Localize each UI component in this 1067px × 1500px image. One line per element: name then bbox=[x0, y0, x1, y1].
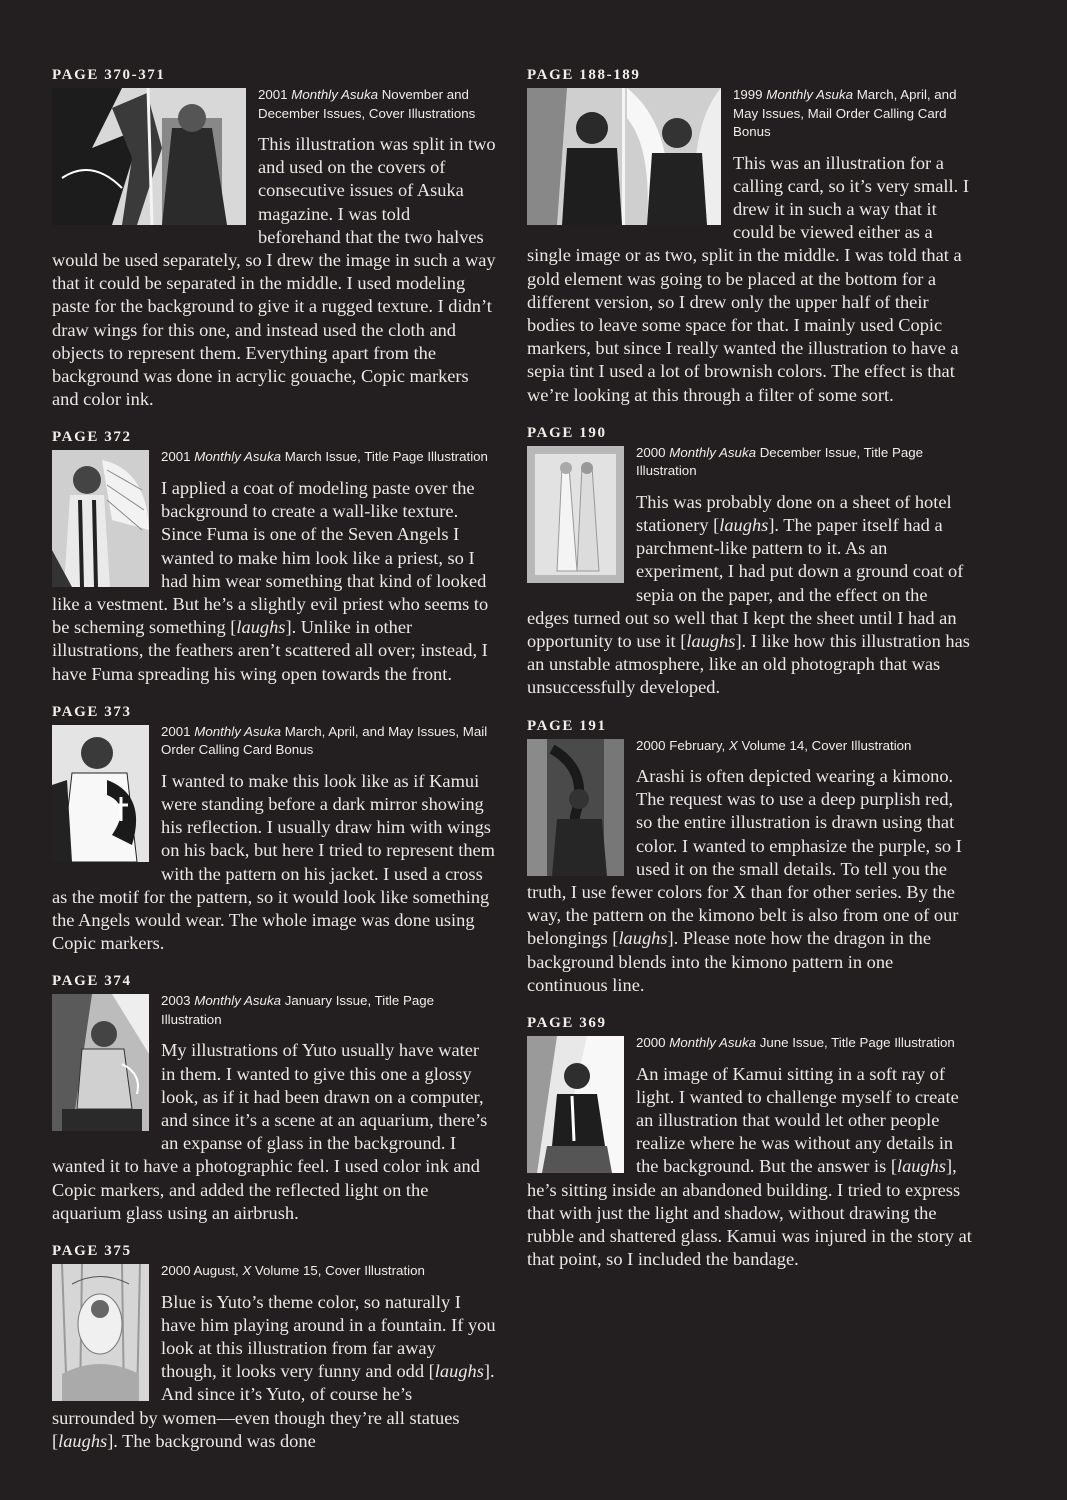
illustration-thumbnail bbox=[52, 725, 149, 862]
page-label: PAGE 369 bbox=[527, 1015, 607, 1032]
illustration-thumbnail bbox=[527, 446, 624, 583]
entry-page-191 bbox=[527, 715, 973, 998]
entry-page-372 bbox=[52, 426, 496, 685]
illustration-thumbnail bbox=[52, 1264, 149, 1401]
illustration-caption: 2003 Monthly Asuka January Issue, Title Page Illustration bbox=[161, 993, 434, 1027]
entry-description: I wanted to make this look like as if Kamui were standing before a dark mirror showing his reflection. I usually draw him with wings on his back, but here I tried to represent them with the pattern on his jacket. I used a cross as the motif for the pattern, so it would look like something the Angels would wear. The whole image was done using Copic markers. bbox=[52, 770, 495, 954]
page-label: PAGE 191 bbox=[527, 717, 607, 734]
entry-description: An image of Kamui sitting in a soft ray of light. I wanted to challenge myself to create an illustration that would let other people realize where he was without any details in the background. But the answer is [laughs], he’s sitting inside an abandoned building. I tried to express that with just the light and shadow, without drawing the rubble and shattered glass. Kamui was injured in the story at that point, so I included the bandage. bbox=[527, 1063, 972, 1270]
illustration-caption: 2000 August, X Volume 15, Cover Illustration bbox=[161, 1263, 425, 1279]
illustration-caption: 2001 Monthly Asuka March, April, and May Issues, Mail Order Calling Card Bonus bbox=[161, 723, 488, 758]
entry-description: My illustrations of Yuto usually have water in them. I wanted to give this one a glossy look, as if it had been drawn on a computer, and since it’s a scene at an aquarium, there’s an expanse of glass in the background. I wanted it to have a photographic feel. I used color ink and Copic markers, and added the reflected light on the aquarium glass using an airbrush. bbox=[52, 1040, 488, 1223]
illustration-caption: 2000 February, X Volume 14, Cover Illustration bbox=[636, 737, 912, 753]
illustration-caption: 2000 Monthly Asuka December Issue, Title Page Illustration bbox=[636, 444, 924, 479]
entry-description: This was probably done on a sheet of hotel stationery [laughs]. The paper itself had a parchment-like pattern to it. As an experiment, I had put down a ground coat of sepia on the paper, and the effect on the edges turned out so well that I kept the sheet until I had an opportunity to use it [laughs]. I like how this illustration has an unstable atmosphere, like an old photograph that was unsuccessfully developed. bbox=[527, 491, 970, 698]
illustration-thumbnail bbox=[527, 739, 624, 876]
page-label: PAGE 373 bbox=[52, 703, 132, 720]
page-label: PAGE 188-189 bbox=[527, 67, 641, 83]
right-column bbox=[527, 64, 973, 1271]
page-label: PAGE 372 bbox=[52, 429, 132, 446]
page-label: PAGE 374 bbox=[52, 973, 132, 990]
page-label: PAGE 375 bbox=[52, 1243, 132, 1260]
entry-page-369 bbox=[527, 1012, 973, 1271]
illustration-thumbnail bbox=[527, 1036, 624, 1173]
entry-description: This was an illustration for a calling card, so it’s very small. I drew it in such a way that it could be viewed either as a single image or as two, split in the middle. I was told that a gold element was going to be placed at the bottom for a different version, so I drew only the upper half of their bodies to leave some space for that. I mainly used Copic markers, but since I really wanted the illustration to have a sepia tint I used a lot of brownish colors. The effect is that we’re looking at this through a filter of some sort. bbox=[527, 152, 969, 405]
entry-page-374 bbox=[52, 970, 496, 1225]
entry-page-375 bbox=[52, 1240, 496, 1453]
illustration-thumbnail bbox=[52, 450, 149, 587]
illustration-caption: 1999 Monthly Asuka March, April, and May Issues, Mail Order Calling Card Bonus bbox=[733, 87, 957, 139]
page-label: PAGE 370-371 bbox=[52, 67, 166, 83]
illustration-caption: 2001 Monthly Asuka March Issue, Title Page Illustration bbox=[161, 449, 488, 465]
entry-description: I applied a coat of modeling paste over the background to create a wall-like texture. Since Fuma is one of the Seven Angels I wanted to make him look like a priest, so I had him wear something that kind of looked like a vestment. But he’s a slightly evil priest who seems to be scheming something [laughs]. Unlike in other illustrations, the feathers aren’t scattered all over; instead, I have Fuma spreading his wing open towards the front. bbox=[52, 477, 489, 684]
entry-page-188-189 bbox=[527, 64, 973, 407]
illustration-thumbnail bbox=[52, 88, 246, 225]
left-column bbox=[52, 64, 496, 1453]
entry-page-190 bbox=[527, 422, 973, 700]
entry-description: This illustration was split in two and used on the covers of consecutive issues of Asuka magazine. I was told beforehand that the two halves would be used separately, so I drew the image in such a way that it could be separated in the middle. I used modeling paste for the background to give it a rugged texture. I didn’t draw wings for this one, and instead used the cloth and objects to represent them. Everything apart from the background was done in acrylic gouache, Copic markers and color ink. bbox=[52, 134, 496, 410]
illustration-caption: 2001 Monthly Asuka November and December Issues, Cover Illustrations bbox=[258, 87, 476, 121]
entry-description: Blue is Yuto’s theme color, so naturally I have him playing around in a fountain. If you look at this illustration from far away though, it looks very funny and odd [laughs]. And since it’s Yuto, of course he’s surrounded by women—even though they’re all statues [laughs]. The background was done bbox=[52, 1291, 496, 1451]
entry-description: Arashi is often depicted wearing a kimono. The request was to use a deep purplish red, so the entire illustration is drawn using that color. I wanted to emphasize the purple, so I used it on the small details. To tell you the truth, I use fewer colors for X than for other series. By the way, the pattern on the kimono belt is also from one of our belongings [laughs]. Please note how the dragon in the background blends into the kimono pattern in one continuous line. bbox=[527, 766, 962, 995]
entry-page-370-371 bbox=[52, 64, 496, 411]
illustration-caption: 2000 Monthly Asuka June Issue, Title Page Illustration bbox=[636, 1035, 955, 1051]
illustration-thumbnail bbox=[52, 994, 149, 1131]
page-label: PAGE 190 bbox=[527, 424, 607, 441]
illustration-thumbnail bbox=[527, 88, 721, 225]
entry-page-373 bbox=[52, 701, 496, 956]
